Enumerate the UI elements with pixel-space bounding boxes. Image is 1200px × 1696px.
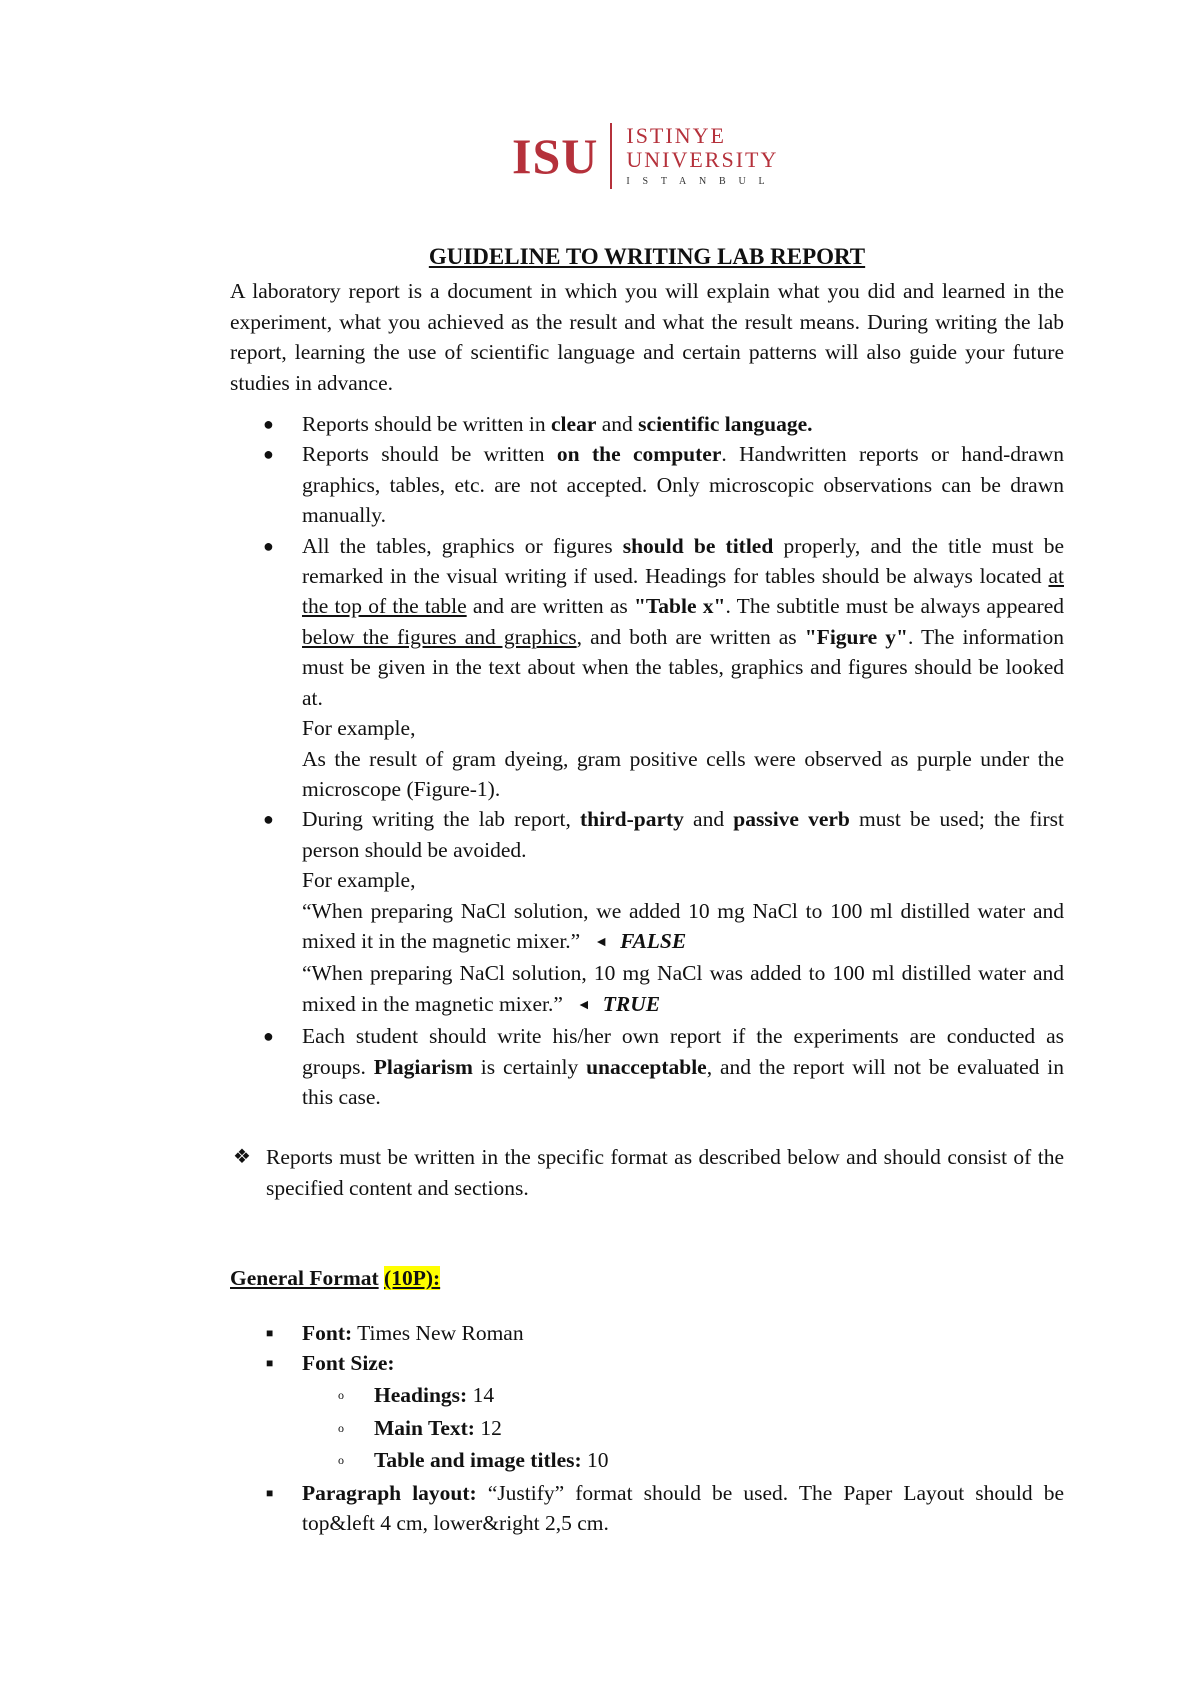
text: , and the report will not be evaluated in this case. bbox=[302, 1054, 1065, 1109]
font-size-item-titles bbox=[302, 1445, 1064, 1475]
square-bullet-icon: ■ bbox=[266, 1356, 274, 1370]
bold-text: "Figure y" bbox=[804, 624, 908, 649]
underlined-text: below the figures and graphics bbox=[302, 624, 577, 649]
bullet-icon: ● bbox=[263, 444, 274, 465]
format-value: 14 bbox=[467, 1383, 495, 1408]
logo-divider bbox=[610, 123, 612, 189]
guideline-item-titles bbox=[230, 531, 1064, 805]
document-body bbox=[230, 242, 1064, 1538]
text: and bbox=[683, 807, 734, 832]
example-label: For example, bbox=[302, 868, 416, 893]
guideline-item-plagiarism bbox=[230, 1021, 1064, 1112]
bold-text: should be titled bbox=[622, 533, 774, 558]
underlined-text: at the top of the table bbox=[302, 564, 1064, 619]
document-title: GUIDELINE TO WRITING LAB REPORT bbox=[428, 244, 866, 269]
logo-line-university: UNIVERSITY bbox=[626, 147, 779, 172]
example-text: As the result of gram dyeing, gram positive cells were observed as purple under the microscope (Figure-1). bbox=[302, 746, 1064, 801]
text: is certainly bbox=[472, 1054, 587, 1079]
bold-text: scientific language. bbox=[638, 412, 813, 437]
font-size-item-headings bbox=[302, 1380, 1064, 1410]
bold-text: Plagiarism bbox=[373, 1054, 473, 1079]
bullet-icon: ● bbox=[263, 809, 274, 830]
logo-abbreviation: ISU bbox=[512, 128, 599, 184]
guideline-item-computer bbox=[230, 439, 1064, 530]
bullet-icon: ● bbox=[263, 535, 274, 556]
format-item-paragraph-layout bbox=[230, 1478, 1064, 1539]
text: must be used; the first person should be avoided. bbox=[302, 807, 1065, 862]
text: During writing the lab report, bbox=[302, 807, 580, 832]
bullet-icon: ● bbox=[263, 1026, 274, 1047]
guideline-item-language bbox=[230, 409, 1064, 439]
format-label: Paragraph layout: bbox=[302, 1480, 477, 1505]
false-tag: FALSE bbox=[620, 928, 687, 953]
bold-text: "Table x" bbox=[633, 594, 726, 619]
format-label: Table and image titles: bbox=[374, 1448, 582, 1473]
circle-bullet-icon: o bbox=[338, 1420, 344, 1435]
format-value: Times New Roman bbox=[352, 1320, 524, 1345]
format-label: Font: bbox=[302, 1320, 353, 1345]
circle-bullet-icon: o bbox=[338, 1388, 344, 1403]
general-format-heading bbox=[230, 1263, 1064, 1293]
logo-wordmark bbox=[626, 125, 778, 187]
example-label: For example, bbox=[302, 716, 416, 741]
text: . Handwritten reports or hand-drawn graphics, tables, etc. are not accepted. Only microscopic observations can be drawn manually. bbox=[302, 442, 1065, 528]
guideline-item-passive-voice bbox=[230, 804, 1064, 1021]
font-size-item-main-text bbox=[302, 1413, 1064, 1443]
arrow-left-icon: ◄ bbox=[576, 997, 591, 1013]
text: . The subtitle must be always appeared bbox=[725, 594, 1065, 619]
text: and are written as bbox=[466, 594, 634, 619]
true-example-quote: “When preparing NaCl solution, 10 mg NaCl was added to 100 ml distilled water and mixed in the magnetic mixer.” bbox=[302, 961, 1064, 1016]
bold-text: passive verb bbox=[733, 807, 850, 832]
section-label: General Format bbox=[230, 1266, 379, 1291]
format-value: “Justify” format should be used. The Paper Layout should be top&left 4 cm, lower&right 2,5 cm. bbox=[302, 1480, 1064, 1536]
false-example bbox=[302, 896, 1064, 959]
format-label: Font Size: bbox=[302, 1351, 395, 1375]
square-bullet-icon: ■ bbox=[266, 1485, 274, 1500]
false-example-quote: “When preparing NaCl solution, we added 10 mg NaCl to 100 ml distilled water and mixed it in the magnetic mixer.” bbox=[302, 898, 1064, 953]
format-note bbox=[230, 1142, 1064, 1203]
university-logo bbox=[512, 120, 778, 192]
format-item-font bbox=[230, 1318, 1064, 1348]
text: Each student should write his/her own report if the experiments are conducted as groups. bbox=[302, 1024, 1064, 1079]
intro-paragraph: A laboratory report is a document in which you will explain what you did and learned in the experiment, what you achieved as the result and what the result means. During writing the lab report, learning the use of scientific language and certain patterns will also guide your future studies in advance. bbox=[230, 279, 1064, 395]
font-size-list bbox=[302, 1380, 1064, 1475]
points-highlight: (10P): bbox=[384, 1266, 441, 1291]
arrow-left-icon: ◄ bbox=[594, 934, 609, 950]
text: Reports should be written in bbox=[302, 412, 552, 437]
bullet-icon: ● bbox=[263, 414, 274, 435]
guideline-list bbox=[230, 409, 1064, 1112]
text: All the tables, graphics or figures bbox=[302, 533, 623, 558]
bold-text: third-party bbox=[579, 807, 684, 832]
text: . The information must be given in the text about when the tables, graphics and figures should be looked at. bbox=[302, 624, 1065, 710]
bold-text: unacceptable bbox=[586, 1054, 707, 1079]
text: and bbox=[596, 412, 639, 437]
text: , and both are written as bbox=[576, 624, 805, 649]
diamond-bullet-icon: ❖ bbox=[233, 1146, 251, 1169]
logo-line-istinye: ISTINYE bbox=[626, 123, 726, 148]
bold-text: on the computer bbox=[556, 442, 722, 467]
text: properly, and the title must be remarked in the visual writing if used. Headings for tables should be always located bbox=[302, 533, 1064, 589]
bold-text: clear bbox=[551, 412, 597, 437]
format-label: Main Text: bbox=[374, 1415, 475, 1440]
square-bullet-icon: ■ bbox=[266, 1325, 274, 1340]
format-list bbox=[230, 1318, 1064, 1539]
circle-bullet-icon: o bbox=[338, 1453, 344, 1468]
true-tag: TRUE bbox=[602, 991, 661, 1016]
text: Reports should be written bbox=[302, 442, 557, 467]
format-note-text: Reports must be written in the specific format as described below and should consist of the specified content and sections. bbox=[266, 1145, 1064, 1200]
format-value: 12 bbox=[474, 1415, 502, 1440]
format-value: 10 bbox=[581, 1448, 609, 1473]
true-example bbox=[302, 958, 1064, 1021]
format-label: Headings: bbox=[374, 1383, 468, 1408]
format-item-font-size bbox=[230, 1348, 1064, 1476]
logo-line-istanbul: ISTANBUL bbox=[626, 176, 778, 187]
